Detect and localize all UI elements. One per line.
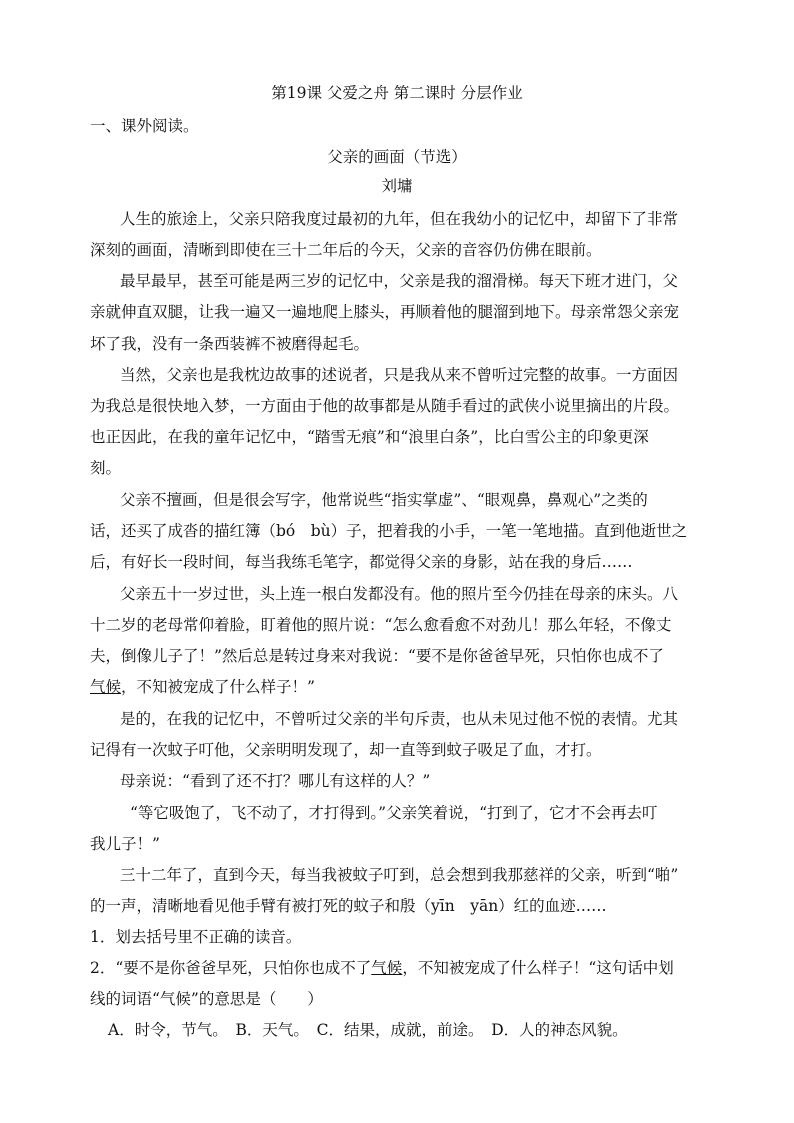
question-2-part-a: 2．“要不是你爸爸早死，只怕你也成不了 xyxy=(90,959,372,977)
paragraph-line: “等它吸饱了，飞不动了，才打得到。”父亲笑着说，“打到了，它才不会再去叮 xyxy=(130,804,658,822)
paragraph-line xyxy=(90,677,315,697)
question-2-continued: 线的词语“气候”的意思是（ ） xyxy=(90,990,323,1008)
paragraph-line: 父亲五十一岁过世，头上连一根白发都没有。他的照片至今仍挂在母亲的床头。八 xyxy=(120,585,679,603)
paragraph-line: 母亲说：“看到了还不打？哪儿有这样的人？” xyxy=(120,772,431,790)
paragraph-line: 父亲不擅画，但是很会写字，他常说些“指实掌虚”、“眼观鼻，鼻观心”之类的 xyxy=(120,491,648,509)
line-remainder: ，不知被宠成了什么样子！” xyxy=(121,678,315,696)
paragraph-line: 为我总是很快地入梦，一方面由于他的故事都是从随手看过的武侠小说里摘出的片段。 xyxy=(90,397,680,415)
paragraph-line: 的一声，清晰地看见他手臂有被打死的蚊子和殷（yīn yān）红的血迹…… xyxy=(90,897,607,915)
article-title: 父亲的画面（节选） xyxy=(327,148,467,166)
paragraph-line: 夫，倒像儿子了！”然后总是转过身来对我说：“要不是你爸爸早死，只怕你也成不了 xyxy=(90,647,664,665)
paragraph-line: 我儿子！” xyxy=(90,835,160,853)
underlined-word: 气候 xyxy=(90,678,122,696)
author: 刘墉 xyxy=(381,177,413,195)
paragraph-line: 最早最早，甚至可能是两三岁的记忆中，父亲是我的溜滑梯。每天下班才进门，父 xyxy=(120,272,679,290)
lesson-title: 第19课 父爱之舟 第二课时 分层作业 xyxy=(271,84,523,102)
paragraph-line: 记得有一次蚊子叮他，父亲明明发现了，却一直等到蚊子吸足了血，才打。 xyxy=(90,741,602,759)
paragraph-line: 是的，在我的记忆中，不曾听过父亲的半句斥责，也从未见过他不悦的表情。尤其 xyxy=(120,710,679,728)
paragraph-line: 亲就伸直双腿，让我一遍又一遍地爬上膝头，再顺着他的腿溜到地下。母亲常怨父亲宠 xyxy=(90,303,680,321)
paragraph-line: 深刻的画面，清晰到即使在三十二年后的今天，父亲的音容仍仿佛在眼前。 xyxy=(90,241,602,259)
section-heading: 一、课外阅读。 xyxy=(90,117,199,135)
question-2 xyxy=(90,958,674,978)
paragraph-line: 刻。 xyxy=(90,459,122,477)
question-1: 1．划去括号里不正确的读音。 xyxy=(90,928,302,946)
paragraph-line: 话，还买了成沓的描红簿（bó bù）子，把着我的小手，一笔一笔地描。直到他逝世之 xyxy=(90,522,688,540)
paragraph-line: 后，有好长一段时间，每当我练毛笔字，都觉得父亲的身影，站在我的身后…… xyxy=(90,553,633,571)
paragraph-line: 三十二年了，直到今天，每当我被蚊子叮到，总会想到我那慈祥的父亲，听到“啪” xyxy=(120,866,679,884)
paragraph-line: 坏了我，没有一条西装裤不被磨得起毛。 xyxy=(90,335,370,353)
answer-options: A．时令，节气。 B．天气。 C．结果，成就，前途。 D．人的神态风貌。 xyxy=(108,1021,628,1039)
paragraph-line: 人生的旅途上，父亲只陪我度过最初的九年，但在我幼小的记忆中，却留下了非常 xyxy=(120,210,679,228)
paragraph-line: 也正因此，在我的童年记忆中，“踏雪无痕”和“浪里白条”，比白雪公主的印象更深 xyxy=(90,428,649,446)
paragraph-line: 当然，父亲也是我枕边故事的述说者，只是我从来不曾听过完整的故事。一方面因 xyxy=(120,366,679,384)
paragraph-line: 十二岁的老母常仰着脸，盯着他的照片说：“怎么愈看愈不对劲儿！那么年轻，不像丈 xyxy=(90,616,672,634)
question-2-part-b: ，不知被宠成了什么样子！“这句话中划 xyxy=(402,959,674,977)
underlined-word: 气候 xyxy=(371,959,403,977)
